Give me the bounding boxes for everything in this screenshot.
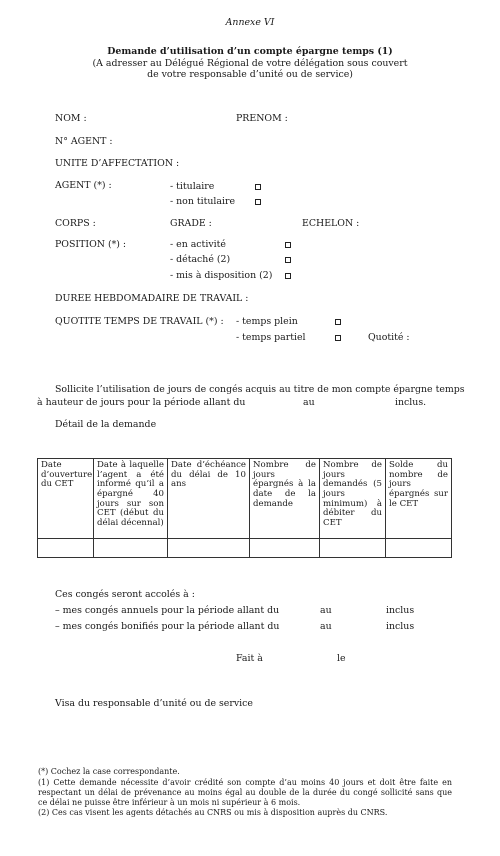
header-date-ouverture: Date d’ouverture du CET: [38, 459, 94, 539]
detail-title: Détail de la demande: [55, 419, 157, 430]
footnote-2: (2) Ces cas visent les agents détachés au CNRS ou mis à disposition auprès du CNRS.: [38, 808, 388, 817]
accole-bonifies-inclus: inclus: [386, 621, 415, 632]
request-line-1: Sollicite l’utilisation de jours de congés acquis au titre de mon compte épargne temps: [55, 384, 465, 395]
position-detache-label: - détaché (2): [170, 254, 231, 265]
cell-date-echeance[interactable]: [168, 539, 250, 558]
request-line-2-start: à hauteur de jours pour la période allant du: [37, 397, 246, 408]
position-mis-a-disposition-checkbox[interactable]: [285, 273, 291, 279]
duree-hebdomadaire-label: DUREE HEBDOMADAIRE DE TRAVAIL :: [55, 293, 249, 304]
unite-affectation-label: UNITE D’AFFECTATION :: [55, 158, 180, 169]
accole-bonifies-text: – mes congés bonifiés pour la période allant du: [55, 621, 280, 632]
quotite-value-label: Quotité :: [368, 332, 410, 343]
table-header-row: [38, 459, 452, 539]
temps-partiel-label: - temps partiel: [236, 332, 306, 343]
quotite-label: QUOTITE TEMPS DE TRAVAIL (*) :: [55, 316, 224, 327]
form-subtitle-line-2: de votre responsable d’unité ou de service): [147, 69, 353, 80]
cell-jours-demandes[interactable]: [320, 539, 386, 558]
request-line-2-au: au: [303, 397, 315, 408]
detail-table: [37, 458, 452, 558]
position-detache-checkbox[interactable]: [285, 257, 291, 263]
position-label: POSITION (*) :: [55, 239, 127, 250]
agent-titulaire-label: - titulaire: [170, 181, 215, 192]
footnote-1: (1) Cette demande nécessite d’avoir crédité son compte d’au moins 40 jours et doit être faite en respectant un délai de prévenance au moins égal au double de la durée du congé sollicité sans que ce délai ne puisse être inférieur à un mois ni supérieur à 6 mois.: [38, 778, 452, 807]
prenom-label: PRENOM :: [236, 113, 288, 124]
accole-title: Ces congés seront accolés à :: [55, 589, 195, 600]
accole-annuels-inclus: inclus: [386, 605, 415, 616]
temps-plein-label: - temps plein: [236, 316, 298, 327]
accole-annuels-text: – mes congés annuels pour la période allant du: [55, 605, 280, 616]
position-mis-a-disposition-label: - mis à disposition (2): [170, 270, 273, 281]
corps-label: CORPS :: [55, 218, 96, 229]
header-date-echeance: Date d’échéance du délai de 10 ans: [168, 459, 250, 539]
position-activite-checkbox[interactable]: [285, 242, 291, 248]
table-row: [38, 539, 452, 558]
temps-plein-checkbox[interactable]: [335, 319, 341, 325]
header-jours-epargnes: Nombre de jours épargnés à la date de la demande: [250, 459, 320, 539]
cell-jours-epargnes[interactable]: [250, 539, 320, 558]
position-activite-label: - en activité: [170, 239, 226, 250]
form-subtitle-line-1: (A adresser au Délégué Régional de votre délégation sous couvert: [92, 58, 408, 69]
visa-label: Visa du responsable d’unité ou de service: [55, 698, 253, 709]
cell-date-information[interactable]: [94, 539, 168, 558]
agent-status-label: AGENT (*) :: [55, 180, 112, 191]
temps-partiel-checkbox[interactable]: [335, 335, 341, 341]
accole-bonifies-au: au: [320, 621, 332, 632]
echelon-label: ECHELON :: [302, 218, 360, 229]
header-solde: Solde du nombre de jours épargnés sur le CET: [386, 459, 452, 539]
cell-date-ouverture[interactable]: [38, 539, 94, 558]
request-line-2-inclus: inclus.: [395, 397, 427, 408]
footnote-star: (*) Cochez la case correspondante.: [38, 767, 180, 776]
accole-annuels-au: au: [320, 605, 332, 616]
agent-titulaire-checkbox[interactable]: [255, 184, 261, 190]
le-label: le: [337, 653, 346, 664]
agent-non-titulaire-checkbox[interactable]: [255, 199, 261, 205]
agent-non-titulaire-label: - non titulaire: [170, 196, 236, 207]
fait-a-label: Fait à: [236, 653, 263, 664]
header-date-information: Date à laquelle l’agent a été informé qu’il a épargné 40 jours sur son CET (début du délai décennal): [94, 459, 168, 539]
grade-label: GRADE :: [170, 218, 212, 229]
annex-label: Annexe VI: [225, 17, 275, 28]
header-jours-demandes: Nombre de jours demandés (5 jours minimum) à débiter du CET: [320, 459, 386, 539]
agent-number-label: N° AGENT :: [55, 136, 113, 147]
nom-label: NOM :: [55, 113, 87, 124]
form-title: Demande d’utilisation d’un compte épargne temps (1): [107, 46, 393, 57]
cell-solde[interactable]: [386, 539, 452, 558]
